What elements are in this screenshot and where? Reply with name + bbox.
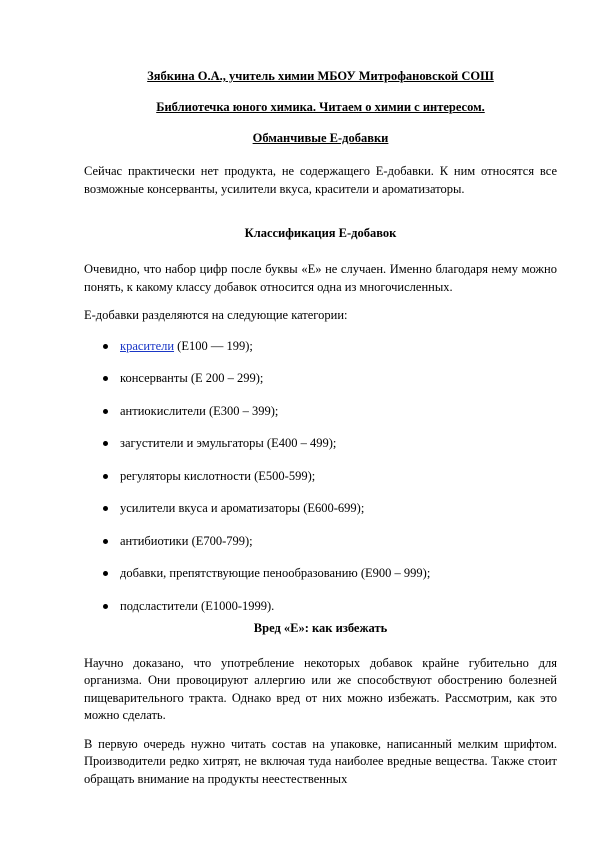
- list-item-text: антиокислители (E300 – 399);: [120, 403, 279, 418]
- list-item: [84, 566, 557, 599]
- bullet-icon: [103, 441, 108, 446]
- bullet-icon: [103, 376, 108, 381]
- list-item: [84, 599, 557, 621]
- categories-intro: Е-добавки разделяются на следующие категории:: [84, 308, 348, 322]
- classification-paragraph: Очевидно, что набор цифр после буквы «Е» не случаен. Именно благодаря нему можно понять, к какому классу добавок относится одна из многочисленных.: [84, 262, 557, 294]
- author-line: Зябкина О.А., учитель химии МБОУ Митрофановской СОШ: [147, 69, 494, 83]
- series-title: Библиотечка юного химика. Читаем о химии с интересом.: [156, 100, 485, 114]
- list-item-text: загустители и эмульгаторы (E400 – 499);: [120, 436, 337, 450]
- harm-paragraph-2: В первую очередь нужно читать состав на упаковке, написанный мелким шрифтом. Производители редко хитрят, не включая туда наиболее вредные вещества. Также стоит обращать внимание на продукты неестественных: [84, 736, 557, 786]
- bullet-icon: [103, 604, 108, 609]
- list-item-text: консерванты (E 200 – 299);: [120, 371, 264, 385]
- list-item: [84, 436, 557, 469]
- list-item-text: добавки, препятствующие пенообразованию (E900 – 999);: [120, 566, 431, 580]
- bullet-icon: [103, 539, 108, 544]
- bullet-icon: [103, 344, 108, 349]
- bullet-icon: [103, 506, 108, 511]
- list-item-text: усилители вкуса и ароматизаторы (E600-699);: [120, 501, 365, 515]
- classification-heading: Классификация Е-добавок: [244, 226, 397, 240]
- list-item: [84, 404, 557, 437]
- harm-paragraph-1: Научно доказано, что употребление некоторых добавок крайне губительно для организма. Они провоцируют аллергию или же способствуют обострению болезней пищеварительного тракта. Однако вред от них можно избежать. Рассмотрим, как это можно сделать.: [84, 655, 557, 722]
- categories-list: [84, 339, 557, 621]
- list-item-text: регуляторы кислотности (E500-599);: [120, 468, 316, 483]
- list-item: [84, 534, 557, 567]
- list-item: [84, 501, 557, 534]
- list-item: [84, 371, 557, 404]
- article-title: Обманчивые Е-добавки: [252, 131, 389, 145]
- bullet-icon: [103, 474, 108, 479]
- list-item-text: подсластители (E1000-1999).: [120, 598, 275, 613]
- bullet-icon: [103, 409, 108, 414]
- list-item: [84, 339, 557, 372]
- intro-paragraph: Сейчас практически нет продукта, не содержащего Е-добавки. К ним относятся все возможные консерванты, усилители вкуса, красители и ароматизаторы.: [84, 164, 557, 196]
- list-item: [84, 469, 557, 502]
- harm-heading: Вред «Е»: как избежать: [253, 620, 388, 635]
- list-item-text: антибиотики (E700-799);: [120, 533, 253, 548]
- bullet-icon: [103, 571, 108, 576]
- category-link-dyes[interactable]: красители: [120, 338, 175, 353]
- list-item-text: (E100 — 199);: [174, 338, 253, 353]
